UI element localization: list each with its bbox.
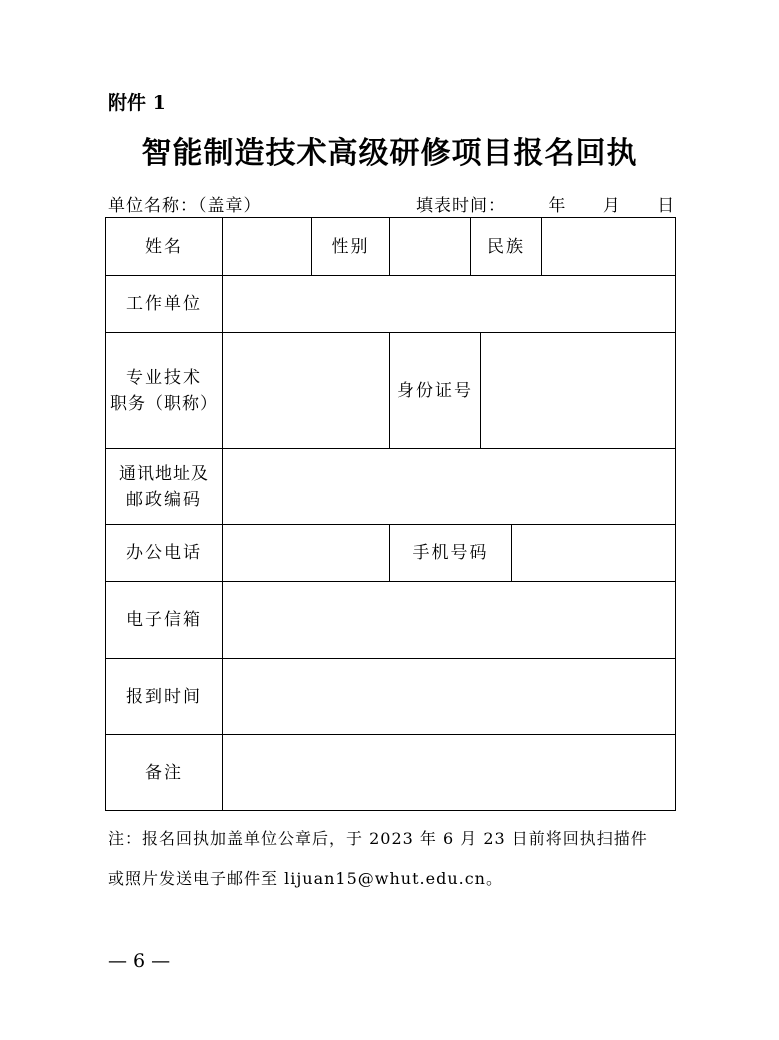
address-line2: 邮政编码 bbox=[126, 489, 202, 510]
name-field[interactable] bbox=[223, 218, 311, 275]
email-field[interactable] bbox=[223, 582, 675, 658]
checkin-time-label: 报到时间 bbox=[126, 686, 202, 707]
fill-date-label: 填表时间： bbox=[416, 196, 506, 216]
unit-name-label: 单位名称：（盖章） bbox=[108, 196, 262, 216]
note-line-1: 注：报名回执加盖单位公章后，于 2023 年 6 月 23 日前将回执扫描件 bbox=[108, 829, 648, 848]
gender-label: 性别 bbox=[331, 236, 370, 257]
address-field[interactable] bbox=[223, 449, 675, 524]
mobile-field[interactable] bbox=[512, 525, 675, 581]
professional-title-line2: 职务（职称） bbox=[110, 393, 218, 414]
attachment-label: 附件 1 bbox=[108, 92, 166, 114]
remarks-label: 备注 bbox=[145, 762, 183, 783]
year-label: 年 bbox=[548, 196, 567, 216]
page-title: 智能制造技术高级研修项目报名回执 bbox=[141, 136, 638, 171]
month-label: 月 bbox=[602, 196, 621, 216]
gender-field[interactable] bbox=[390, 218, 470, 275]
email-label: 电子信箱 bbox=[126, 610, 202, 630]
office-phone-label: 办公电话 bbox=[126, 543, 202, 563]
day-label: 日 bbox=[657, 196, 676, 216]
professional-title-field[interactable] bbox=[223, 333, 389, 448]
ethnicity-label: 民族 bbox=[487, 236, 525, 257]
address-line1: 通讯地址及 bbox=[119, 463, 209, 484]
office-phone-field[interactable] bbox=[223, 525, 389, 581]
checkin-time-field[interactable] bbox=[223, 659, 675, 734]
note-line-2: 或照片发送电子邮件至 lijuan15@whut.edu.cn。 bbox=[108, 869, 503, 888]
fill-date bbox=[416, 191, 675, 216]
professional-title-label bbox=[106, 333, 222, 448]
ethnicity-field[interactable] bbox=[542, 218, 675, 275]
id-number-label: 身份证号 bbox=[397, 380, 473, 401]
registration-form-table bbox=[105, 217, 676, 811]
id-number-field[interactable] bbox=[481, 333, 675, 448]
professional-title-line1: 专业技术 bbox=[126, 367, 202, 388]
remarks-field[interactable] bbox=[223, 735, 675, 810]
workplace-field[interactable] bbox=[223, 276, 675, 332]
name-label: 姓名 bbox=[145, 236, 183, 257]
workplace-label: 工作单位 bbox=[126, 294, 202, 314]
mobile-label: 手机号码 bbox=[412, 543, 489, 563]
address-label bbox=[106, 449, 222, 524]
page-number: — 6 — bbox=[108, 950, 171, 972]
